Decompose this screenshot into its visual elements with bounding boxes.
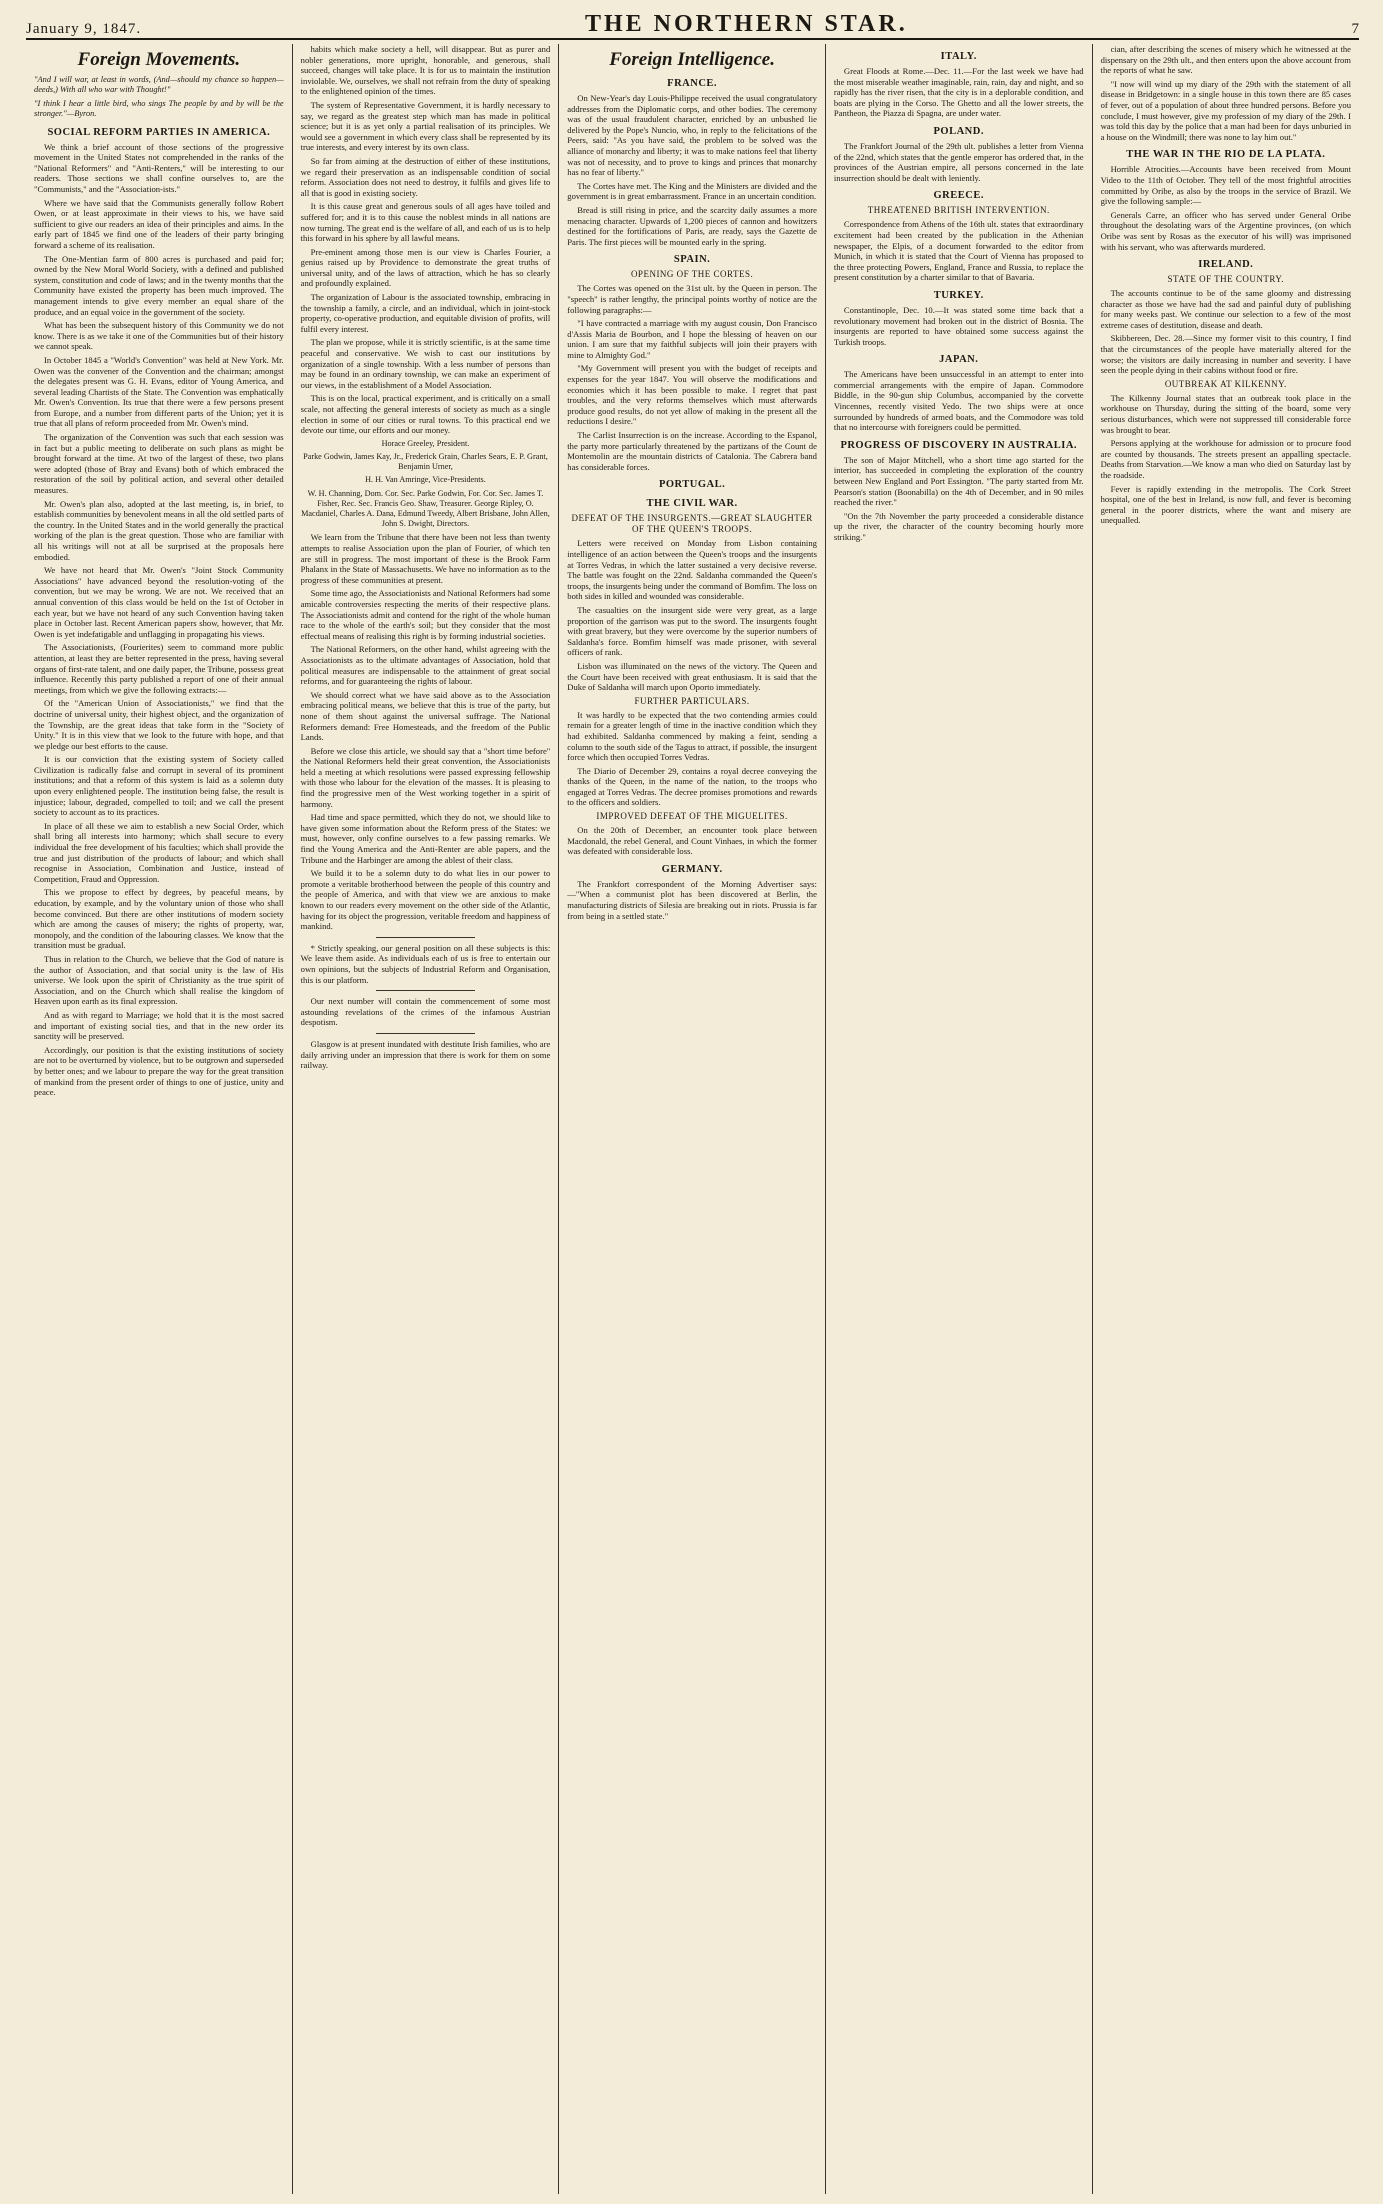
paragraph: It is our conviction that the existing system of Society called Civilization is radically false and corrupt in several of its prominent institutions; and that a reform of this system is laid as a solemn duty upon every enlightened people. The institution being false, the result is injustice; labour, degraded, compelled to toil; and we call the present society to account as to its practices.: [34, 754, 284, 818]
paragraph: Letters were received on Monday from Lisbon containing intelligence of an action between the Queen's troops and the insurgents at Torres Vedras, in which the latter sustained a very decisive reverse. The battle was fought on the 22nd. Saldanha commanded the Queen's troops, the insurgents being under the command of Bomfim. The loss on both sides in killed and wounded was considerable.: [567, 538, 817, 602]
paragraph: And as with regard to Marriage; we hold that it is the most sacred and important of existing social ties, and that in the new order its sanctity will be preserved.: [34, 1009, 284, 1042]
column-2: [293, 44, 560, 2194]
paragraph: "I have contracted a marriage with my august cousin, Don Francisco d'Assis Maria de Bourbon, and I hope the blessing of heaven on our union. I am sure that my faithful subjects will join their prayers with mine to Almighty God.": [567, 318, 817, 360]
heading-greece: GREECE.: [933, 190, 984, 202]
paragraph: Pre-eminent among those men is our view is Charles Fourier, a genius raised up by Providence to demonstrate the great truths of universal unity, and of the laws of attraction, which he has so clearly and profoundly explained.: [300, 246, 551, 289]
divider: [376, 990, 476, 991]
column-3: [559, 44, 826, 2194]
section-title-foreign-intelligence: Foreign Intelligence.: [609, 49, 775, 70]
paragraph: The Cortes was opened on the 31st ult. by the Queen in person. The "speech" is rather lengthy, the principal points worthy of notice are the following paragraphs:—: [567, 283, 817, 315]
paragraph: The Associationists, (Fourierites) seem to command more public attention, at least they are better represented in the press, having several organs of first-rate talent, and one daily paper, the Tribune, possess great influence. Recently this party published a report of one of their annual meetings, from which we give the following extracts:—: [34, 642, 284, 695]
paragraph: habits which make society a hell, will disappear. But as purer and nobler generations, more upright, honorable, and generous, shall succeed, changes will take place. It is for us to maintain the institution inviolable. We, ourselves, we shall not refrain from the duty of speaking to the enlightened opinion of the times.: [300, 44, 551, 97]
paragraph: The organization of the Convention was such that each session was in fact but a public meeting to deliberate on such plans as might be brought forward at the time. At two of the largest of these, two plans were adopted (those of Bray and Evans) both of which embraced the restoration of the soil by political action, and several other detailed measures.: [34, 432, 284, 496]
paragraph: In place of all these we aim to establish a new Social Order, which shall bring all interests into harmony; which shall secure to every individual the free development of his faculties; which shall provide the true and just distribution of the products of labour; and which shall recognise in Association, Combination and Justice, instead of Competition, Fraud and Oppression.: [34, 820, 284, 884]
subheading: IMPROVED DEFEAT OF THE MIGUELITES.: [596, 811, 788, 822]
masthead: [26, 8, 1359, 40]
paragraph: We should correct what we have said above as to the Association embracing political means, we believe that this is true of the party, but none of them shout against the universal suffrage. The National Reformers demand: Free Homesteads, and the freedom of the Public Lands.: [300, 689, 551, 743]
paragraph: Mr. Owen's plan also, adopted at the last meeting, is, in brief, to establish communities by benevolent means in all the old settled parts of the country. In the United States and in the world generally the practical working of the plan is the great question. Those who are familiar with all his writings will not at all be surprised at the proposals here embodied.: [34, 498, 284, 562]
signatory-list: Parke Godwin, James Kay, Jr., Frederick Grain, Charles Sears, E. P. Grant, Benjamin Urner,: [303, 451, 548, 472]
paragraph: We learn from the Tribune that there have been not less than twenty attempts to realise Association upon the plan of Fourier, of which ten are still in progress. The most important of these is the Brook Farm Phalanx in the State of Massachusetts. We have no information as to the progress of these communities at present.: [300, 532, 551, 585]
paragraph: Persons applying at the workhouse for admission or to procure food are counted by thousands. The streets present an appalling spectacle. Deaths from Starvation.—We know a man who died on Saturday last by the roadside.: [1100, 438, 1351, 480]
paragraph: We think a brief account of those sections of the progressive movement in the United States not comprehended in the ranks of the "National Reformers" and "Anti-Renters," will be interesting to our readers. Those sections we shall confine ourselves to, are the "Communists," and the "Association-ists.": [34, 141, 284, 194]
columns: [26, 44, 1359, 2194]
paragraph: Before we close this article, we should say that a "short time before" the National Reformers held their great convention, the Associationists held a meeting at which resolutions were passed expressing fellowship with those who labour for the elevation of the masses. It is pleasing to find the progressive men of the West working together in a spirit of harmony.: [300, 745, 551, 809]
signatory-president: Horace Greeley, President.: [381, 438, 470, 448]
page-number: 7: [1351, 21, 1359, 37]
paragraph: The Cortes have met. The King and the Ministers are divided and the government is in great embarrassment. France in an uncertain condition.: [567, 180, 817, 202]
notice: Our next number will contain the commencement of some most astounding revelations of the crimes of the infamous Austrian despotism.: [300, 996, 551, 1028]
paragraph: The organization of Labour is the associated township, embracing in the township a family, a circle, and an individual, which in joint-stock property, co-operative production, and equitable division of profits, will fulfil every interest.: [300, 292, 551, 334]
heading-rio-de-la-plata: THE WAR IN THE RIO DE LA PLATA.: [1126, 149, 1326, 161]
paragraph: So far from aiming at the destruction of either of these institutions, we regard their preservation as an indispensable condition of social reform. Association does not need to destroy, it fulfils and gives life to all that is good in existing society.: [300, 155, 551, 198]
paragraph: Correspondence from Athens of the 16th ult. states that extraordinary excitement had been created by the publication in the Athenian newspaper, the Elpis, of a document forwarded to the editor from Munich, in which it is stated that the Court of Vienna has proposed to the three protecting Powers, England, France and Russia, to replace the present constitution by a charter similar to that of Bavaria.: [833, 219, 1084, 283]
heading-civil-war: THE CIVIL WAR.: [646, 498, 738, 510]
paragraph: Accordingly, our position is that the existing institutions of society are not to be overturned by violence, but to be outgrown and superseded by better ones; and we labour to prepare the way for the great transition of mankind from the present order of things to one of justice, unity and peace.: [34, 1044, 284, 1098]
paragraph: This we propose to effect by degrees, by peaceful means, by education, by example, and by the voluntary union of those who shall become convinced. But there are other institutions of modern society which are among the causes of misery; the rights of property, war, monopoly, and the condition of the labouring classes. We know that the transition must be gradual.: [34, 887, 284, 951]
epigraph: "I think I hear a little bird, who sings The people by and by will be the stronger."—Byron.: [34, 98, 284, 119]
heading-turkey: TURKEY.: [933, 289, 984, 301]
section-title-foreign-movements: Foreign Movements.: [77, 49, 241, 70]
divider: [376, 937, 476, 938]
heading-italy: ITALY.: [940, 51, 977, 62]
paragraph: Thus in relation to the Church, we believe that the God of nature is the author of Association, and that social unity is the law of His universe. We look upon the spirit of Christianity as the true spirit of Association, and on the Church which shall realise the kingdom of Heaven upon earth as its final expression.: [34, 953, 284, 1007]
heading-france: FRANCE.: [667, 78, 718, 89]
paragraph: What has been the subsequent history of this Community we do not know. There is as we take it one of the Communities but of their history we cannot speak.: [34, 320, 284, 352]
paragraph: The Frankfort correspondent of the Morning Advertiser says:—"When a communist plot has been discovered at Berlin, the manufacturing districts of Silesia are breaking out in riots. Prussia is far from being in a settled state.": [567, 878, 817, 921]
paragraph: Bread is still rising in price, and the scarcity daily assumes a more menacing character. Upwards of 1,200 pieces of cannon and howitzers destined for the fortifications of Paris, are ready, says the Gazette de Paris. The first pieces will be mounted early in the spring.: [567, 204, 817, 247]
paragraph: The Frankfort Journal of the 29th ult. publishes a letter from Vienna of the 22nd, which states that the gentle emperor has ordered that, in the provinces of the Austrian empire, all persons concerned in the late insurrection should be dealt with leniently.: [833, 140, 1084, 183]
paragraph: The system of Representative Government, it is hardly necessary to say, we regard as the greatest step which man has made in political science; but it is as yet only a partial realisation of its principles. We would see a government in which every class shall be represented by its true interests, and every interest by its own class.: [300, 99, 551, 153]
paragraph: Some time ago, the Associationists and National Reformers had some amicable controversies respecting the merits of their respective plans. The Associationists admit and contend for the right of the whole human race to the whole of the earth's soil; but they consider that the most effectual means of realising this right is by forming industrial societies.: [300, 588, 551, 641]
paragraph: The Kilkenny Journal states that an outbreak took place in the workhouse on Thursday, during the sitting of the board, some very serious disturbances, which were not suppressed till considerable force was brought to bear.: [1100, 392, 1351, 435]
paragraph: Lisbon was illuminated on the news of the victory. The Queen and the Court have been received with great enthusiasm. It is said that the Duke of Saldanha will march upon Oporto immediately.: [567, 660, 817, 693]
paragraph: This is on the local, practical experiment, and is critically on a small scale, not affecting the general interests of society as much as a single election in some of our cities or rural towns. To this practical end we devote our time, our efforts and our money.: [300, 393, 551, 436]
newspaper-title: THE NORTHERN STAR.: [584, 11, 908, 37]
paragraph: Where we have said that the Communists generally follow Robert Owen, or at least approximate in their views to his, we have said sufficient to give our readers an idea of their principles and aims. In the early part of 1845 we find one of the leaders of their party bringing forward a scheme of its realisation.: [34, 197, 284, 250]
paragraph: Had time and space permitted, which they do not, we should like to have given some information about the Reform press of the States: we must, however, only confine ourselves to a few passing remarks. We find the Young America and the Anti-Renter are able papers, and the Tribune and the Harbinger are among the ablest of their class.: [300, 812, 551, 865]
paragraph: Skibbereen, Dec. 28.—Since my former visit to this country, I find that the circumstances of the people have materially altered for the worse; the visitors are daily increasing in number and severity. I have seen the people dying in their cabins without food or fire.: [1100, 333, 1351, 376]
paragraph: Great Floods at Rome.—Dec. 11.—For the last week we have had the most miserable weather imaginable, rain, rain, day and night, and so rapidly has the river risen, that the city is in a deplorable condition, and boats are plying in the Corso. The Ghetto and all the lower streets, the Pantheon, the Piazza di Spagna, are under water.: [833, 66, 1084, 119]
paragraph: The casualties on the insurgent side were very great, as a large proportion of the garrison was put to the sword. The insurgents fought with great bravery, but they were overcome by the superior numbers of Saldanha's force. Bomfim himself was made prisoner, with several officers of rank.: [567, 604, 817, 658]
paragraph: The plan we propose, while it is strictly scientific, is at the same time peaceful and conservative. We wish to cast our institutions by organization of a single township. With a less number of persons than may be found in an ordinary township, we can make an experiment of our views, in the establishment of a Model Association.: [300, 337, 551, 390]
paragraph: Glasgow is at present inundated with destitute Irish families, who are daily arriving under an impression that there is work for them on some railway.: [300, 1038, 551, 1071]
article-heading: SOCIAL REFORM PARTIES IN AMERICA.: [47, 126, 271, 138]
paragraph: The National Reformers, on the other hand, whilst agreeing with the Associationists as to the ultimate advantages of Association, hold that political measures are indispensable to the attainment of great social reforms, and for guaranteeing the rights of labour.: [300, 644, 551, 687]
heading-japan: JAPAN.: [939, 354, 979, 366]
paragraph: Fever is rapidly extending in the metropolis. The Cork Street hospital, one of the best in Ireland, is now full, and fever is becoming general in the poorer districts, where the want and misery are unequalled.: [1100, 483, 1351, 526]
paragraph: Constantinople, Dec. 10.—It was stated some time back that a revolutionary movement had broken out in the district of Bosnia. The insurgents are reported to have obtained some success against the Turkish troops.: [833, 304, 1084, 347]
paragraph: On the 20th of December, an encounter took place between Macdonald, the rebel General, and Count Vinhaes, in which the former was defeated with considerable loss.: [567, 825, 817, 857]
divider: [376, 1033, 476, 1034]
paragraph: On New-Year's day Louis-Philippe received the usual congratulatory addresses from the Diplomatic corps, and other bodies. The ceremony was of the usual fraudulent character, enriched by an unbushed lie delivered by the Pope's Nuncio, who, in reply to the felicitations of the Peers, said: "As you have said, the problem to be solved was the alliance of monarchy and liberty; it was to make nations feel that liberty was not of necessity, and to prove to kings and princes that monarchy has no fear of liberty.": [567, 93, 817, 178]
subheading: FURTHER PARTICULARS.: [634, 695, 750, 706]
issue-date: January 9, 1847.: [26, 21, 142, 37]
paragraph: We have not heard that Mr. Owen's "Joint Stock Community Associations" have advanced beyond the resolution-voting of the convention, but we may be wrong. We are not. We received that an annual convention of this class would be held on the 1st of October in each year, but we have not heard of any such Convention having taken place in October last. Recent American papers show, however, that Mr. Owen is yet indefatigable and unflagging in propagating his views.: [34, 565, 284, 639]
heading-portugal: PORTUGAL.: [658, 479, 726, 491]
paragraph: In October 1845 a "World's Convention" was held at New York. Mr. Owen was the convener of the Convention and the chairman; amongst the delegates present was G. H. Evans, editor of Young America, and several leading Chartists of the State. The Convention was emphatically Mr. Owen's Convention. Its true that there were a few persons present from Europe, and a number from different parts of the Union; yet it is true that all plans of reform proceeded from Mr. Owen's mind.: [34, 354, 284, 429]
column-5: [1093, 44, 1359, 2194]
paragraph: "I now will wind up my diary of the 29th with the statement of all disease in Bridgetown: in a single house in this town there are 85 cases of fever, out of a population of about three hundred persons. Before you conclude, I must however, give my profession of my diary of the 29th. I was told this day by the police that a man had been for days unburied in a house on the Windmill; there was none to lay him out.": [1100, 78, 1351, 142]
subheading: OPENING OF THE CORTES.: [630, 269, 754, 280]
paragraph: The accounts continue to be of the same gloomy and distressing character as those we have had the sad and painful duty of publishing for many weeks past. We continue our selection to a few of the most extreme cases of destitution, disease and death.: [1100, 288, 1351, 330]
footnote: * Strictly speaking, our general position on all these subjects is this: We leave them aside. As individuals each of us is free to entertain our own opinions, but the subjects of Industrial Reform and Organisation, this is our platform.: [300, 942, 551, 985]
paragraph: Of the "American Union of Associationists," we find that the doctrine of universal unity, their highest object, and the organization of the Township, are the great ideas that take form in the "Society of Unity." It is in this view that we look to the future with hope, and that we pledge our best efforts to the cause.: [34, 698, 284, 751]
subheading: DEFEAT OF THE INSURGENTS.—GREAT SLAUGHTER OF THE QUEEN'S TROOPS.: [571, 513, 813, 535]
paragraph: The Americans have been unsuccessful in an attempt to enter into commercial arrangements with the empire of Japan. Commodore Biddle, in the 90-gun ship Columbus, accompanied by the corvette Vincennes, recently visited Yedo. The two ships were at once surrounded by hundreds of armed boats, and the Commodore was told that no intercourse with foreigners could be permitted.: [833, 369, 1084, 433]
column-4: [826, 44, 1093, 2194]
paragraph: cian, after describing the scenes of misery which he witnessed at the dispensary on the 29th ult., and then enters upon the above account from the reports of what he saw.: [1100, 44, 1351, 76]
paragraph: Horrible Atrocities.—Accounts have been received from Mount Video to the 11th of October. They tell of the most frightful atrocities committed by Oribe, as also by the troops in the service of Brazil. We give the following sample:—: [1100, 164, 1351, 207]
paragraph: Generals Carre, an officer who has served under General Oribe throughout the desolating wars of the Argentine provinces, (on which Oribe was sent by Rosas as the executor of his will) was imprisoned with his servant, who was afterwards murdered.: [1100, 209, 1351, 252]
signatory-list: W. H. Channing, Dom. Cor. Sec. Parke Godwin, For. Cor. Sec. James T. Fisher, Rec. Sec. Francis Geo. Shaw, Treasurer. George Ripley, O. Macdaniel, Charles A. Dana, Edmund Tweedy, Albert Brisbane, John Allen, John S. Dwight, Directors.: [301, 488, 550, 529]
paragraph: We build it to be a solemn duty to do what lies in our power to promote a veritable brotherhood between the people of this country and the people of America, and with that view we are anxious to make known to our readers every movement on the other side of the Atlantic, having for its object the progression, veritable freedom and happiness of mankind.: [300, 868, 551, 932]
paragraph: "My Government will present you with the budget of receipts and expenses for the year 1847. You will observe the modifications and economies which it has been possible to make. I regret that past troubles, and the very reforms themselves which must afterwards produce good results, do not yet allow of making in the present all the reductions I desire.": [567, 363, 817, 427]
subheading: THREATENED BRITISH INTERVENTION.: [867, 205, 1050, 216]
paragraph: It is this cause great and generous souls of all ages have toiled and suffered for; and it is to this cause the noblest minds in all nations are now turning. The great end is the welfare of all, and each of us is to help this forward in his sphere by all lawful means.: [300, 201, 551, 244]
heading-spain: SPAIN.: [673, 254, 711, 266]
heading-poland: POLAND.: [933, 125, 984, 137]
paragraph: The son of Major Mitchell, who a short time ago started for the interior, has succeeded in completing the exploration of the country between New England and Port Essington. "The party started from Mr. Pearson's station (Boonabilla) on the 4th of December, and in 90 miles reached the river.": [833, 454, 1084, 508]
paragraph: It was hardly to be expected that the two contending armies could remain for a greater length of time in the inactive condition which they had exhibited. Saldanha commenced by making a feint, sending a column to the south side of the Tagus to attract, if possible, the insurgent force which then occupied Torres Vedras.: [567, 709, 817, 763]
column-1: [26, 44, 293, 2194]
subheading: OUTBREAK AT KILKENNY.: [1164, 378, 1287, 389]
signatory-vice-presidents: H. H. Van Amringe, Vice-Presidents.: [365, 475, 486, 485]
subheading: STATE OF THE COUNTRY.: [1167, 274, 1285, 285]
paragraph: The One-Mentian farm of 800 acres is purchased and paid for; owned by the New Moral World Society, with a defined and published system, constitution and code of laws; and in the twenty months that the Community have existed the property has been much improved. The management intends to give every member an equal share of the produce, and an equal voice in the government of the society.: [34, 253, 284, 317]
heading-germany: GERMANY.: [661, 863, 723, 875]
heading-australia: PROGRESS OF DISCOVERY IN AUSTRALIA.: [840, 439, 1078, 451]
paragraph: The Diario of December 29, contains a royal decree conveying the thanks of the Queen, in the name of the nation, to the troops who engaged at Torres Vedras. The decree promises promotions and rewards to the officers and soldiers.: [567, 765, 817, 808]
paragraph: The Carlist Insurrection is on the increase. According to the Espanol, the party more particularly threatened by the partizans of the Count de Montemolin are the mountain districts of Catalonia. The Cabrera band has considerable forces.: [567, 430, 817, 472]
paragraph: "On the 7th November the party proceeded a considerable distance up the river, the character of the country becoming hourly more striking.": [833, 510, 1084, 542]
heading-ireland: IRELAND.: [1198, 259, 1254, 271]
epigraph: "And I will war, at least in words, (And—should my chance so happen—deeds,) With all who war with Thought!": [34, 75, 284, 95]
